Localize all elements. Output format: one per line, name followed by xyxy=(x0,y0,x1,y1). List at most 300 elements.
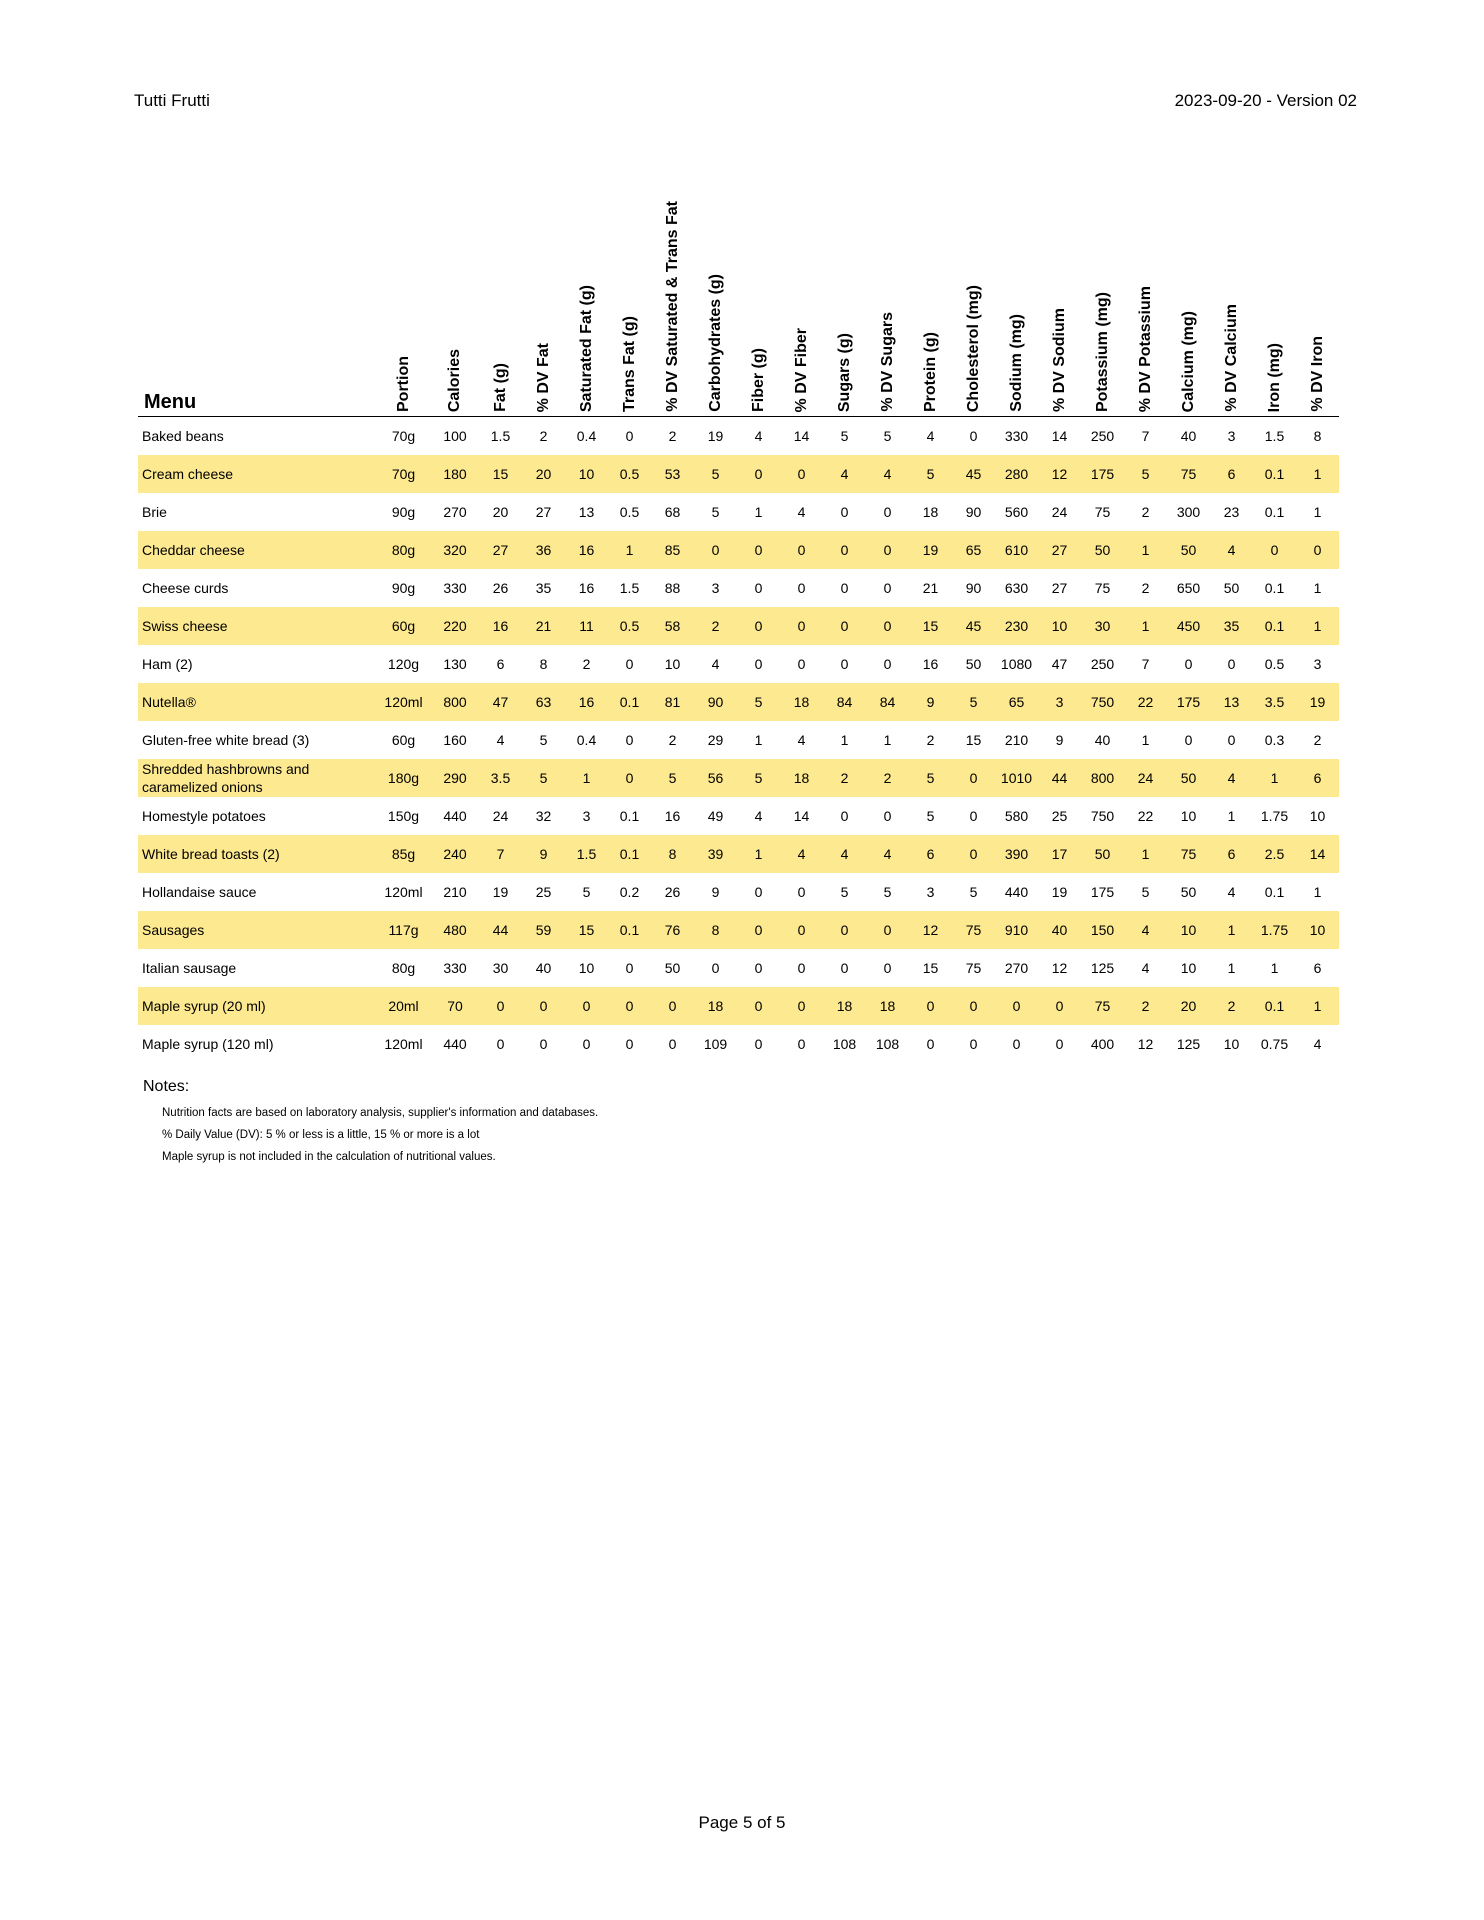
table-cell: 0 xyxy=(651,987,694,1025)
table-cell: 0 xyxy=(565,987,608,1025)
table-row xyxy=(138,835,1339,873)
table-cell: 0 xyxy=(625,427,634,444)
table-cell: 4 xyxy=(780,835,823,873)
table-cell: 75 xyxy=(1081,987,1124,1025)
table-cell: 5 xyxy=(737,683,780,721)
table-cell: 81 xyxy=(651,683,694,721)
table-header-row xyxy=(138,142,1339,417)
table-cell: 1.5 xyxy=(1264,427,1285,444)
table-cell: 4 xyxy=(711,655,720,672)
table-cell: 2 xyxy=(668,731,677,748)
table-cell: 120g xyxy=(387,655,420,672)
table-cell: 5 xyxy=(539,731,548,748)
table-cell: 0 xyxy=(797,1035,806,1052)
table-cell: 27 xyxy=(1051,579,1068,596)
table-cell: 0 xyxy=(1038,987,1081,1025)
column-header-label: % DV Sugars xyxy=(878,312,896,412)
table-cell: 18 xyxy=(922,503,939,520)
table-cell: 1 xyxy=(737,835,780,873)
table-cell: 5 xyxy=(969,883,978,900)
table-row xyxy=(138,683,1339,721)
table-cell: 610 xyxy=(995,531,1038,569)
table-cell: 50 xyxy=(664,959,681,976)
table-cell: 47 xyxy=(479,683,522,721)
table-cell: 75 xyxy=(952,911,995,949)
table-cell: 5 xyxy=(909,455,952,493)
table-cell: 53 xyxy=(651,455,694,493)
table-cell: 125 xyxy=(1090,959,1115,976)
table-cell: 4 xyxy=(1210,531,1253,569)
table-cell: 5 xyxy=(952,683,995,721)
table-cell: 25 xyxy=(535,883,552,900)
table-cell: 1 xyxy=(1253,759,1296,797)
table-cell: 4 xyxy=(1141,959,1150,976)
column-header xyxy=(1038,142,1081,417)
table-cell: 440 xyxy=(443,807,467,824)
column-header xyxy=(1296,142,1339,417)
table-cell: 14 xyxy=(1296,835,1339,873)
table-cell: 0 xyxy=(823,531,866,569)
table-cell: 0 xyxy=(797,579,806,596)
table-cell: 25 xyxy=(1051,807,1068,824)
table-cell: 90 xyxy=(965,579,982,596)
column-header xyxy=(651,142,694,417)
table-cell: 108 xyxy=(832,1035,857,1052)
table-cell: 1 xyxy=(565,759,608,797)
document-version: 2023-09-20 - Version 02 xyxy=(1174,91,1357,110)
table-cell: 19 xyxy=(707,427,724,444)
column-header xyxy=(1167,142,1210,417)
table-cell: 910 xyxy=(995,911,1038,949)
menu-item-name: Gluten-free white bread (3) xyxy=(142,731,310,748)
table-cell: 0 xyxy=(754,883,763,900)
table-cell: 0 xyxy=(625,655,634,672)
menu-item-name: Italian sausage xyxy=(142,959,237,976)
table-cell: 0.1 xyxy=(1264,883,1285,900)
table-cell: 35 xyxy=(1210,607,1253,645)
column-header xyxy=(995,142,1038,417)
table-cell: 6 xyxy=(909,835,952,873)
table-cell: 2 xyxy=(668,427,677,444)
table-cell: 8 xyxy=(1313,427,1322,444)
menu-item-name: Brie xyxy=(142,503,167,520)
table-cell: 5 xyxy=(651,759,694,797)
table-cell: 1 xyxy=(1227,959,1236,976)
table-cell: 4 xyxy=(1124,911,1167,949)
table-cell: 1.5 xyxy=(490,427,511,444)
table-cell: 290 xyxy=(431,759,479,797)
column-header xyxy=(1210,142,1253,417)
table-cell: 5 xyxy=(737,759,780,797)
notes-section xyxy=(143,1078,598,1168)
table-cell: 0.75 xyxy=(1260,1035,1289,1052)
column-header-label: Trans Fat (g) xyxy=(620,315,638,412)
table-cell: 0 xyxy=(866,911,909,949)
table-cell: 21 xyxy=(922,579,939,596)
table-cell: 14 xyxy=(793,807,810,824)
table-cell: 0.1 xyxy=(1253,455,1296,493)
menu-item-name: Ham (2) xyxy=(142,655,193,672)
table-cell: 1.75 xyxy=(1260,807,1289,824)
table-cell: 45 xyxy=(952,455,995,493)
table-cell: 16 xyxy=(578,579,595,596)
table-cell: 44 xyxy=(1038,759,1081,797)
table-cell: 10 xyxy=(1180,807,1197,824)
table-cell: 1 xyxy=(1313,503,1322,520)
column-header xyxy=(909,142,952,417)
column-header-label: Fiber (g) xyxy=(749,348,767,412)
table-cell: 16 xyxy=(565,683,608,721)
table-cell: 3 xyxy=(711,579,720,596)
table-cell: 100 xyxy=(443,427,467,444)
table-cell: 0 xyxy=(969,807,978,824)
table-cell: 84 xyxy=(866,683,909,721)
table-cell: 330 xyxy=(443,579,467,596)
table-cell: 2 xyxy=(823,759,866,797)
table-cell: 1 xyxy=(1296,455,1339,493)
table-cell: 0.1 xyxy=(1264,503,1285,520)
table-cell: 440 xyxy=(1004,883,1029,900)
table-cell: 800 xyxy=(1081,759,1124,797)
table-cell: 20 xyxy=(492,503,509,520)
table-cell: 7 xyxy=(1141,427,1150,444)
table-cell: 56 xyxy=(694,759,737,797)
table-cell: 0 xyxy=(582,1035,591,1052)
table-row xyxy=(138,569,1339,607)
table-cell: 0 xyxy=(625,731,634,748)
table-cell: 0 xyxy=(625,959,634,976)
table-cell: 270 xyxy=(1004,959,1029,976)
table-cell: 5 xyxy=(711,503,720,520)
column-header-label: Fat (g) xyxy=(491,363,509,412)
table-cell: 1 xyxy=(1210,911,1253,949)
table-cell: 5 xyxy=(1124,455,1167,493)
table-cell: 1 xyxy=(1141,731,1150,748)
table-cell: 4 xyxy=(1210,759,1253,797)
column-header-label: Potassium (mg) xyxy=(1093,291,1111,412)
table-cell: 3 xyxy=(926,883,935,900)
table-cell: 8 xyxy=(651,835,694,873)
table-cell: 0.4 xyxy=(576,427,597,444)
table-cell: 50 xyxy=(1081,531,1124,569)
table-cell: 0 xyxy=(711,959,720,976)
table-cell: 750 xyxy=(1090,807,1115,824)
table-cell: 12 xyxy=(1137,1035,1154,1052)
table-cell: 5 xyxy=(840,427,849,444)
table-cell: 180g xyxy=(376,759,431,797)
table-cell: 59 xyxy=(522,911,565,949)
table-cell: 175 xyxy=(1167,683,1210,721)
table-cell: 800 xyxy=(431,683,479,721)
table-cell: 12 xyxy=(909,911,952,949)
table-cell: 13 xyxy=(578,503,595,520)
table-cell: 0 xyxy=(797,655,806,672)
table-cell: 0 xyxy=(952,987,995,1025)
column-header-label: Calories xyxy=(446,348,463,412)
table-cell: 120ml xyxy=(384,1035,423,1052)
table-cell: 6 xyxy=(1210,455,1253,493)
table-cell: 0.2 xyxy=(619,883,640,900)
table-cell: 45 xyxy=(952,607,995,645)
table-cell: 16 xyxy=(565,531,608,569)
table-cell: 3 xyxy=(1038,683,1081,721)
table-cell: 1 xyxy=(754,731,763,748)
table-cell: 4 xyxy=(797,503,806,520)
table-cell: 18 xyxy=(694,987,737,1025)
table-cell: 75 xyxy=(1167,455,1210,493)
table-cell: 5 xyxy=(522,759,565,797)
table-cell: 70g xyxy=(391,427,416,444)
table-cell: 50 xyxy=(1223,579,1240,596)
menu-item-name: Sausages xyxy=(138,911,376,949)
table-row xyxy=(138,721,1339,759)
table-cell: 1 xyxy=(1296,607,1339,645)
table-row xyxy=(138,873,1339,911)
table-cell: 40 xyxy=(1180,427,1197,444)
table-cell: 10 xyxy=(664,655,681,672)
table-cell: 75 xyxy=(965,959,982,976)
table-cell: 15 xyxy=(922,959,939,976)
table-cell: 0.5 xyxy=(608,607,651,645)
table-cell: 4 xyxy=(823,835,866,873)
table-cell: 22 xyxy=(1124,683,1167,721)
table-cell: 330 xyxy=(443,959,467,976)
table-cell: 44 xyxy=(479,911,522,949)
column-header xyxy=(522,142,565,417)
table-cell: 15 xyxy=(965,731,982,748)
table-cell: 5 xyxy=(582,883,591,900)
table-cell: 0 xyxy=(668,1035,677,1052)
table-cell: 1 xyxy=(1124,531,1167,569)
table-cell: 0 xyxy=(797,883,806,900)
table-cell: 0 xyxy=(780,987,823,1025)
table-row xyxy=(138,531,1339,569)
column-header-label: Sodium (mg) xyxy=(1007,314,1025,412)
table-cell: 1 xyxy=(608,531,651,569)
table-cell: 90 xyxy=(965,503,982,520)
table-cell: 7 xyxy=(479,835,522,873)
table-cell: 0 xyxy=(780,607,823,645)
table-cell: 0 xyxy=(883,807,892,824)
table-cell: 19 xyxy=(1296,683,1339,721)
table-cell: 125 xyxy=(1176,1035,1201,1052)
table-cell: 3.5 xyxy=(479,759,522,797)
table-cell: 130 xyxy=(443,655,467,672)
column-header-label: Sugars (g) xyxy=(835,332,853,412)
table-cell: 75 xyxy=(1094,503,1111,520)
table-cell: 160 xyxy=(443,731,467,748)
table-cell: 750 xyxy=(1081,683,1124,721)
table-cell: 27 xyxy=(479,531,522,569)
table-cell: 0 xyxy=(737,987,780,1025)
table-cell: 15 xyxy=(479,455,522,493)
table-cell: 6 xyxy=(1210,835,1253,873)
table-cell: 0 xyxy=(780,531,823,569)
table-cell: 26 xyxy=(492,579,509,596)
table-cell: 120ml xyxy=(384,883,423,900)
table-cell: 0 xyxy=(840,959,849,976)
table-row xyxy=(138,645,1339,683)
table-cell: 70 xyxy=(431,987,479,1025)
table-cell: 32 xyxy=(535,807,552,824)
column-header xyxy=(608,142,651,417)
column-header xyxy=(376,142,431,417)
table-cell: 330 xyxy=(1004,427,1029,444)
table-cell: 120ml xyxy=(376,683,431,721)
table-cell: 4 xyxy=(496,731,505,748)
column-header-label: % DV Iron xyxy=(1308,336,1326,412)
table-cell: 65 xyxy=(995,683,1038,721)
table-cell: 440 xyxy=(443,1035,467,1052)
table-cell: 0 xyxy=(866,531,909,569)
table-cell: 0 xyxy=(1253,531,1296,569)
table-cell: 270 xyxy=(443,503,467,520)
table-cell: 2 xyxy=(926,731,935,748)
table-cell: 80g xyxy=(391,959,416,976)
table-cell: 24 xyxy=(492,807,509,824)
table-cell: 35 xyxy=(535,579,552,596)
table-cell: 1.5 xyxy=(565,835,608,873)
table-cell: 0.3 xyxy=(1264,731,1285,748)
table-cell: 0 xyxy=(840,503,849,520)
table-cell: 2 xyxy=(1313,731,1322,748)
table-cell: 0 xyxy=(608,987,651,1025)
table-cell: 15 xyxy=(909,607,952,645)
table-row xyxy=(138,987,1339,1025)
table-cell: 2 xyxy=(539,427,548,444)
table-cell: 50 xyxy=(1180,883,1197,900)
table-cell: 2.5 xyxy=(1253,835,1296,873)
table-cell: 85 xyxy=(651,531,694,569)
note-line: % Daily Value (DV): 5 % or less is a little, 15 % or more is a lot xyxy=(162,1129,480,1141)
table-cell: 13 xyxy=(1210,683,1253,721)
column-header-label: Iron (mg) xyxy=(1265,342,1283,412)
table-cell: 0 xyxy=(883,579,892,596)
table-cell: 1 xyxy=(1313,579,1322,596)
table-cell: 0.1 xyxy=(619,807,640,824)
table-cell: 2 xyxy=(1124,987,1167,1025)
table-cell: 2 xyxy=(582,655,591,672)
table-cell: 240 xyxy=(431,835,479,873)
table-cell: 390 xyxy=(995,835,1038,873)
table-cell: 0 xyxy=(797,959,806,976)
table-cell: 80g xyxy=(376,531,431,569)
table-cell: 4 xyxy=(866,455,909,493)
table-cell: 2 xyxy=(1141,503,1150,520)
table-cell: 65 xyxy=(952,531,995,569)
table-cell: 0 xyxy=(909,987,952,1025)
table-row xyxy=(138,797,1339,835)
table-cell: 5 xyxy=(883,427,892,444)
table-cell: 0 xyxy=(883,503,892,520)
table-cell: 1 xyxy=(840,731,849,748)
table-cell: 0 xyxy=(883,655,892,672)
table-cell: 18 xyxy=(823,987,866,1025)
menu-item-name: Nutella® xyxy=(138,683,376,721)
table-cell: 39 xyxy=(694,835,737,873)
table-cell: 1.75 xyxy=(1253,911,1296,949)
table-cell: 1010 xyxy=(995,759,1038,797)
table-cell: 220 xyxy=(431,607,479,645)
table-cell: 1 xyxy=(1227,807,1236,824)
menu-item-name: Cheese curds xyxy=(142,579,229,596)
table-cell: 0.1 xyxy=(1264,579,1285,596)
table-cell: 27 xyxy=(1038,531,1081,569)
menu-item-name: Homestyle potatoes xyxy=(142,807,266,824)
table-cell: 49 xyxy=(707,807,724,824)
table-cell: 40 xyxy=(1038,911,1081,949)
column-header xyxy=(565,142,608,417)
menu-item-name: Maple syrup (120 ml) xyxy=(142,1035,274,1052)
table-cell: 6 xyxy=(1313,959,1322,976)
table-cell: 1 xyxy=(1313,883,1322,900)
column-header xyxy=(866,142,909,417)
table-cell: 210 xyxy=(443,883,467,900)
table-cell: 5 xyxy=(1141,883,1150,900)
table-cell: 0.1 xyxy=(608,911,651,949)
column-header-label: Protein (g) xyxy=(921,332,939,412)
column-header-label: Carbohydrates (g) xyxy=(706,274,724,412)
table-cell: 0 xyxy=(754,959,763,976)
table-cell: 18 xyxy=(866,987,909,1025)
table-cell: 12 xyxy=(1038,455,1081,493)
table-cell: 0.1 xyxy=(1253,987,1296,1025)
table-cell: 40 xyxy=(535,959,552,976)
table-cell: 0.1 xyxy=(1253,607,1296,645)
column-header xyxy=(479,142,522,417)
table-cell: 90g xyxy=(391,503,416,520)
table-cell: 19 xyxy=(492,883,509,900)
table-cell: 8 xyxy=(539,655,548,672)
table-cell: 90g xyxy=(391,579,416,596)
table-cell: 250 xyxy=(1090,655,1115,672)
table-cell: 0 xyxy=(608,759,651,797)
table-cell: 210 xyxy=(1004,731,1029,748)
table-cell: 1.5 xyxy=(619,579,640,596)
table-cell: 27 xyxy=(535,503,552,520)
table-cell: 0 xyxy=(754,655,763,672)
table-cell: 24 xyxy=(1051,503,1068,520)
column-header xyxy=(431,142,479,417)
table-cell: 1080 xyxy=(1000,655,1033,672)
table-cell: 36 xyxy=(522,531,565,569)
table-cell: 60g xyxy=(391,731,416,748)
table-cell: 88 xyxy=(664,579,681,596)
table-cell: 10 xyxy=(1223,1035,1240,1052)
column-header-label: % DV Calcium xyxy=(1222,304,1240,412)
table-cell: 560 xyxy=(1004,503,1029,520)
table-cell: 4 xyxy=(797,731,806,748)
table-cell: 19 xyxy=(909,531,952,569)
menu-item-name: Maple syrup (20 ml) xyxy=(138,987,376,1025)
table-cell: 21 xyxy=(522,607,565,645)
table-cell: 0 xyxy=(737,607,780,645)
column-header xyxy=(952,142,995,417)
table-cell: 0 xyxy=(754,1035,763,1052)
notes-title: Notes: xyxy=(143,1078,190,1095)
table-cell: 47 xyxy=(1051,655,1068,672)
table-cell: 0 xyxy=(995,987,1038,1025)
table-cell: 40 xyxy=(1094,731,1111,748)
table-cell: 4 xyxy=(866,835,909,873)
column-header-label: Portion xyxy=(394,356,412,412)
column-header-label: % DV Potassium xyxy=(1136,285,1154,412)
table-cell: 0 xyxy=(737,911,780,949)
menu-item-name: Shredded hashbrowns and caramelized onions xyxy=(138,759,376,797)
table-cell: 0 xyxy=(780,455,823,493)
table-cell: 50 xyxy=(1167,759,1210,797)
table-cell: 5 xyxy=(883,883,892,900)
